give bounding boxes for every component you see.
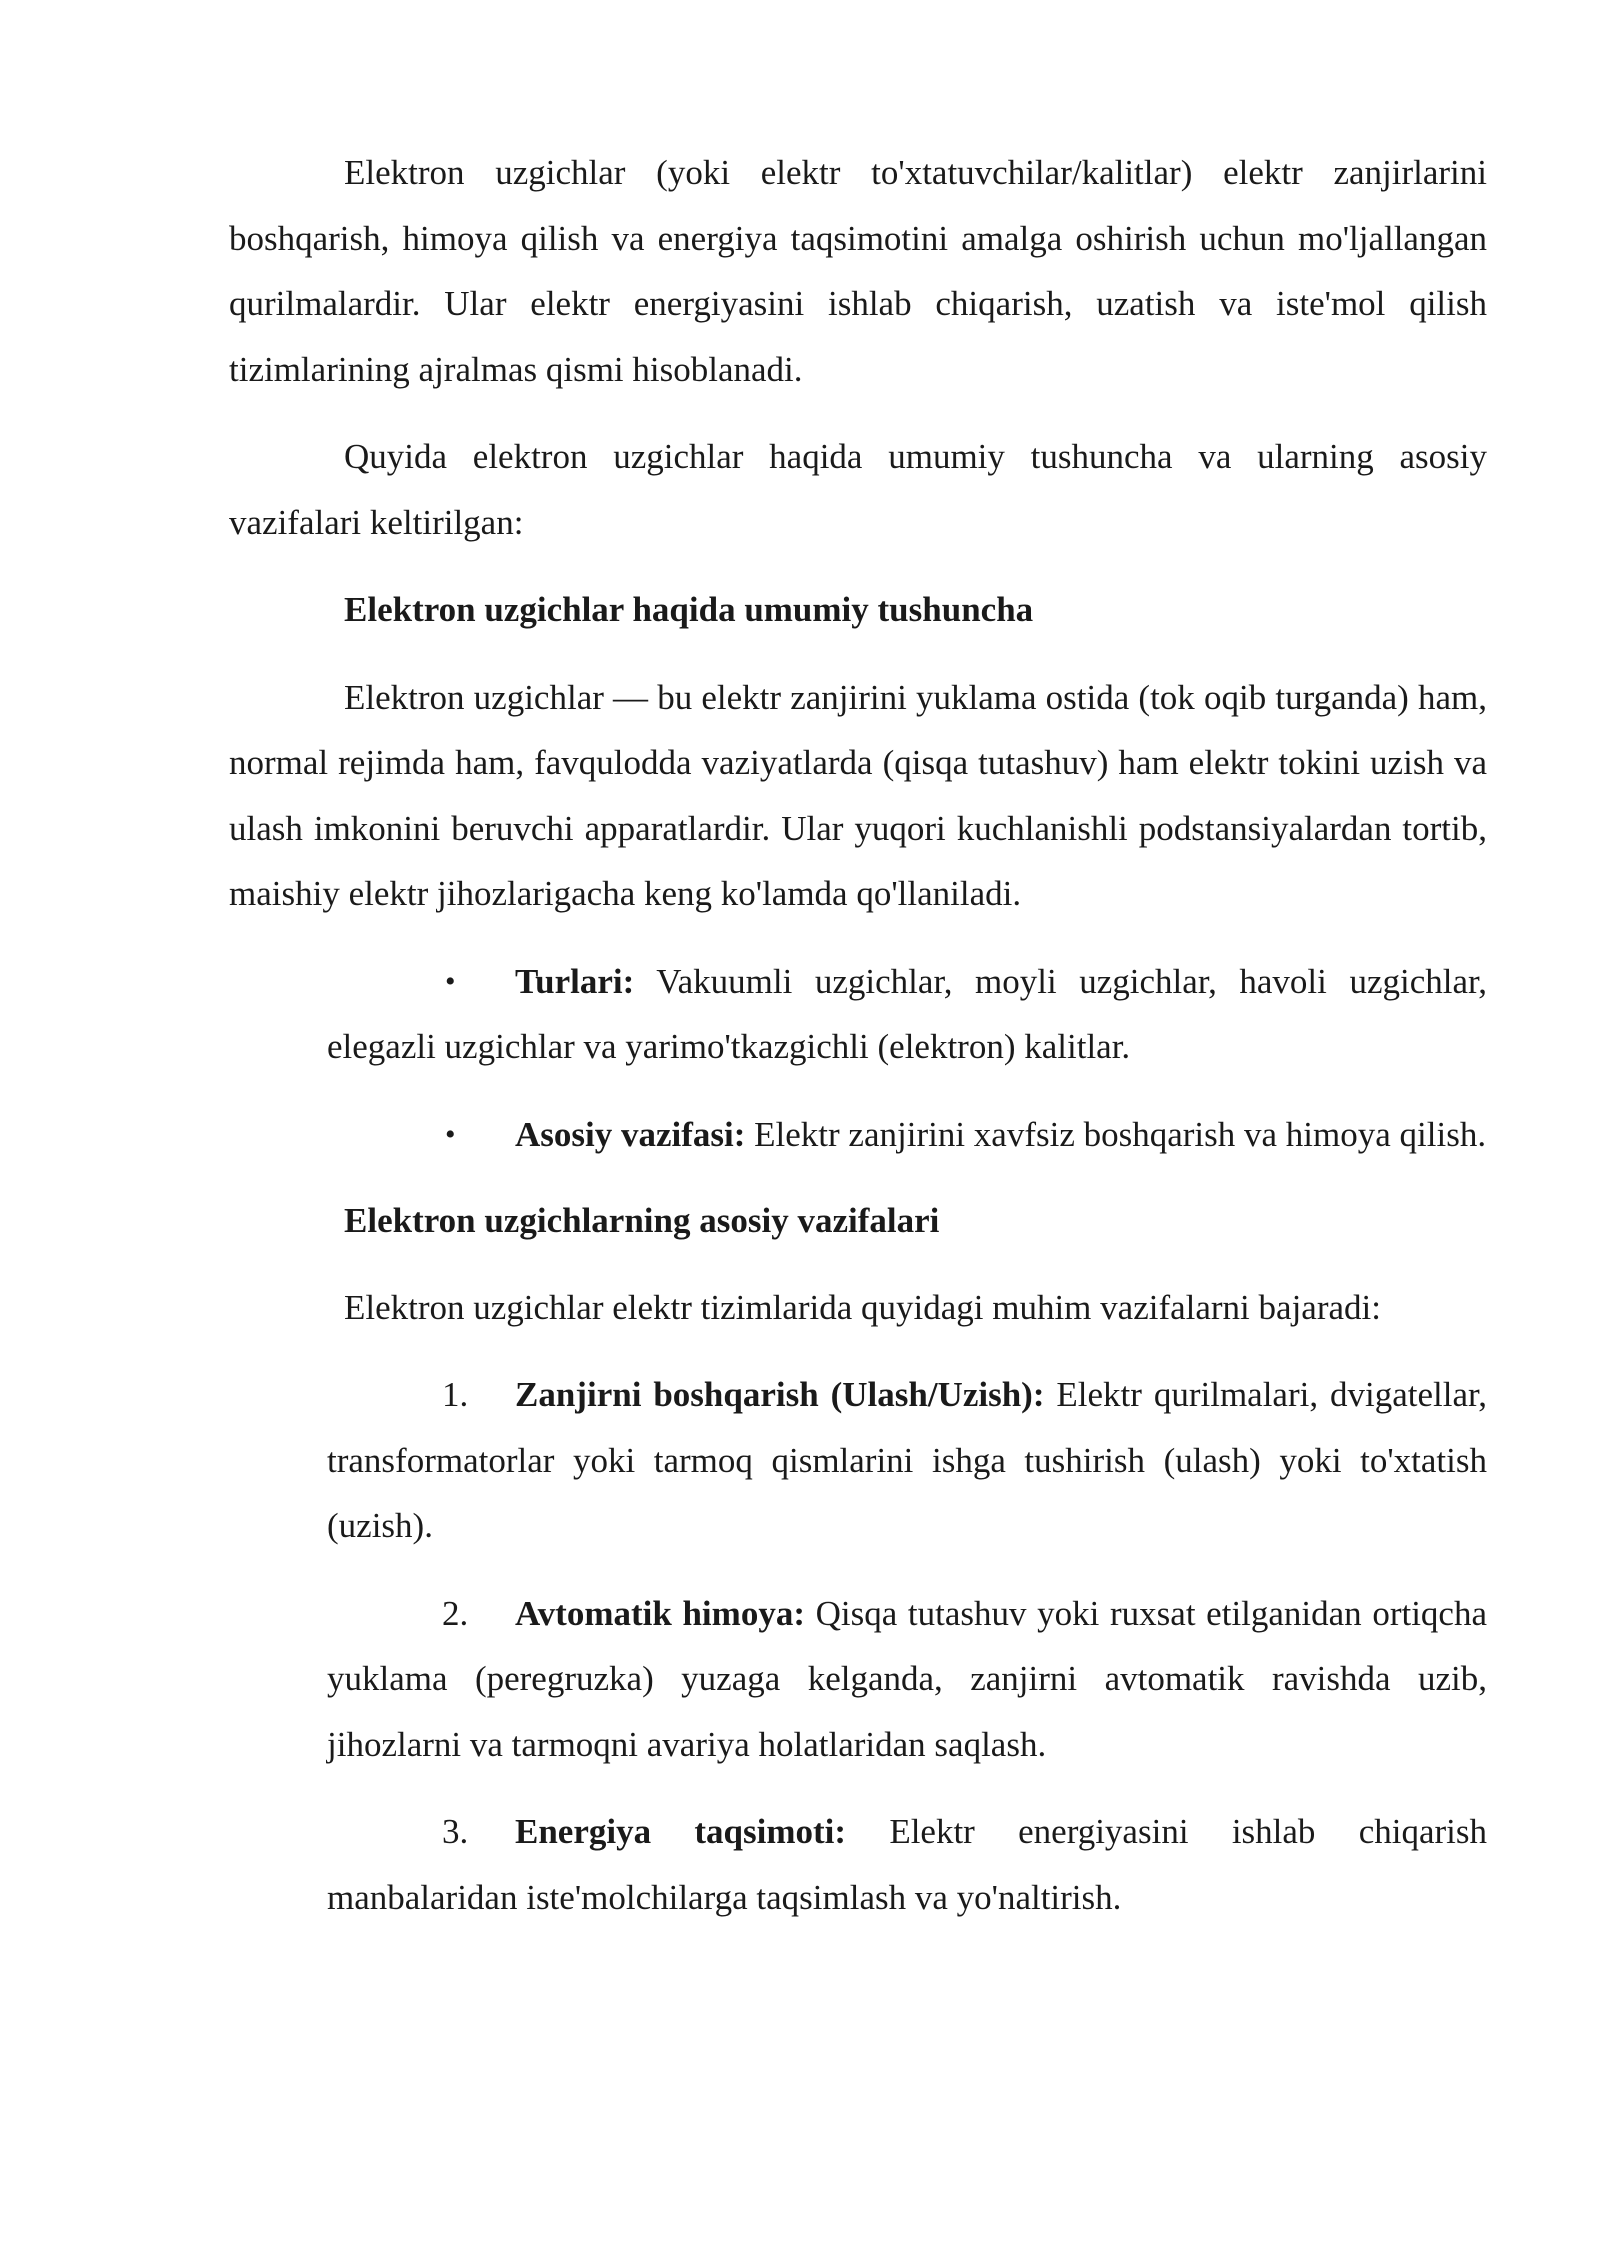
- list-item: [327, 1102, 1487, 1168]
- list-item-label: Zanjirni boshqarish (Ulash/Uzish):: [515, 1375, 1045, 1414]
- list-item-label: Turlari:: [515, 961, 635, 1001]
- functions-numbered-list: [229, 1362, 1487, 1930]
- section-heading-functions: Elektron uzgichlarning asosiy vazifalari: [344, 1201, 940, 1240]
- list-number: 3.: [442, 1812, 469, 1851]
- bullet-marker: •: [445, 964, 456, 998]
- list-item-label: Asosiy vazifasi:: [515, 1114, 746, 1154]
- intro-paragraph-2: Quyida elektron uzgichlar haqida umumiy tushuncha va ularning asosiy vazifalari keltirilgan:: [229, 437, 1487, 542]
- list-item-label: Avtomatik himoya:: [515, 1593, 805, 1633]
- document-page: [229, 140, 1487, 1930]
- list-item-text: Elektr energiyasini ishlab chiqarish manbalaridan iste'molchilarga taqsimlash va yo'naltirish.: [327, 1812, 1487, 1917]
- intro-paragraph-1: Elektron uzgichlar (yoki elektr to'xtatuvchilar/kalitlar) elektr zanjirlarini boshqarish, himoya qilish va energiya taqsimotini amalga oshirish uchun mo'ljallangan qurilmalardir. Ular elektr energiyasini ishlab chiqarish, uzatish va iste'mol qilish tizimlarining ajralmas qismi hisoblanadi.: [229, 153, 1487, 389]
- list-item-text: Qisqa tutashuv yoki ruxsat etilganidan ortiqcha yuklama (peregruzka) yuzaga kelganda, zanjirni avtomatik ravishda uzib, jihozlarni va tarmoqni avariya holatlaridan saqlash.: [327, 1593, 1487, 1764]
- list-item-text: Elektr qurilmalari, dvigatellar, transformatorlar yoki tarmoq qismlarini ishga tushirish (ulash) yoki to'xtatish (uzish).: [327, 1375, 1488, 1545]
- functions-intro: Elektron uzgichlar elektr tizimlarida quyidagi muhim vazifalarni bajaradi:: [344, 1287, 1381, 1327]
- overview-paragraph: Elektron uzgichlar — bu elektr zanjirini yuklama ostida (tok oqib turganda) ham, normal rejimda ham, favqulodda vaziyatlarda (qisqa tutashuv) ham elektr tokini uzish va ulash imkonini beruvchi apparatlardir. Ular yuqori kuchlanishli podstansiyalardan tortib, maishiy elektr jihozlarigacha keng ko'lamda qo'llaniladi.: [229, 677, 1487, 913]
- list-number: 2.: [442, 1593, 469, 1633]
- list-item: [327, 1799, 1487, 1930]
- list-item-text: Vakuumli uzgichlar, moyli uzgichlar, havoli uzgichlar, elegazli uzgichlar va yarimo'tkazgichli (elektron) kalitlar.: [327, 961, 1487, 1066]
- list-item: [327, 1362, 1487, 1559]
- bullet-marker: •: [445, 1117, 456, 1151]
- overview-bullet-list: [229, 949, 1487, 1168]
- list-item-label: Energiya taqsimoti:: [515, 1812, 847, 1851]
- list-item: [327, 949, 1487, 1080]
- section-heading-overview: Elektron uzgichlar haqida umumiy tushuncha: [344, 590, 1034, 629]
- list-item: [327, 1581, 1487, 1778]
- list-item-text: Elektr zanjirini xavfsiz boshqarish va himoya qilish.: [745, 1114, 1487, 1154]
- list-number: 1.: [442, 1375, 469, 1414]
